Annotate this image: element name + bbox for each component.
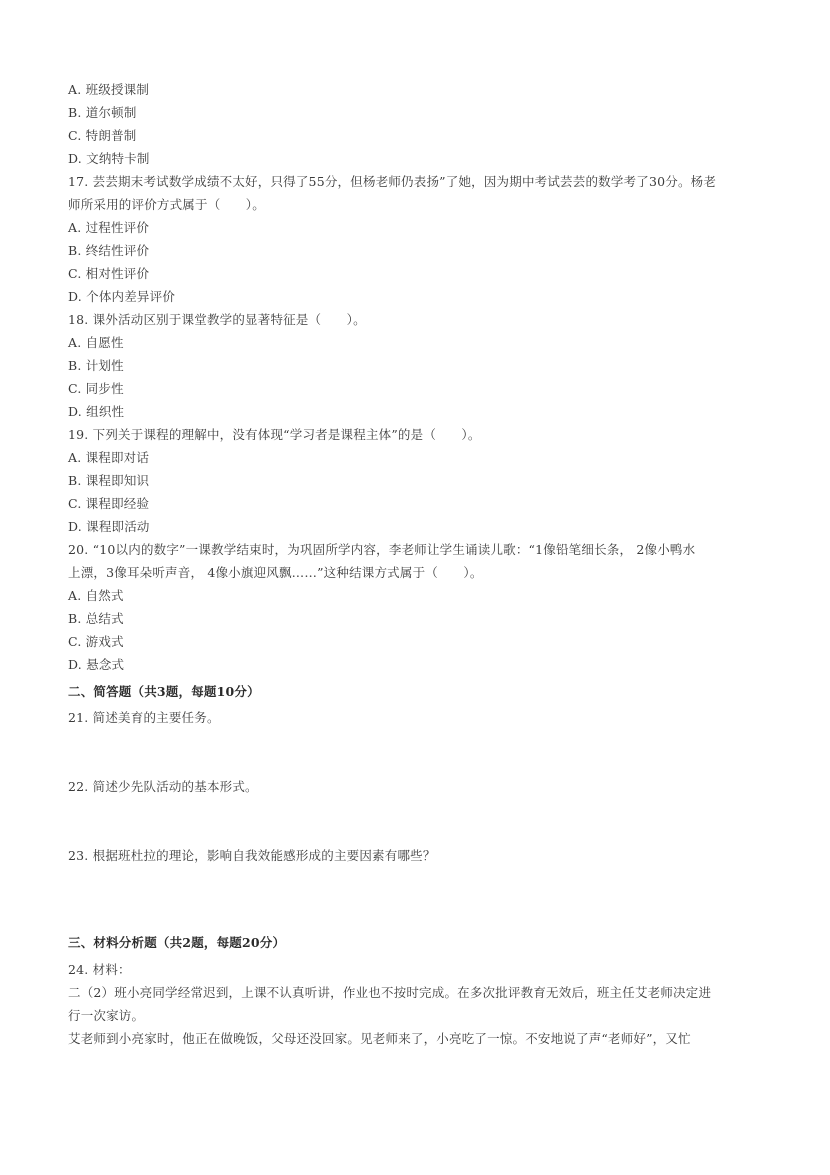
section2-heading: 二、简答题（共3题，每题10分） xyxy=(68,684,260,699)
q23-stem: 23. 根据班杜拉的理论，影响自我效能感形成的主要因素有哪些？ xyxy=(68,848,436,863)
q22-stem: 22. 简述少先队活动的基本形式。 xyxy=(68,779,258,794)
q20-option-c: C. 游戏式 xyxy=(68,634,124,649)
q16-option-a: A. 班级授课制 xyxy=(68,82,150,97)
q18-option-a: A. 自愿性 xyxy=(68,335,124,350)
q18-option-d: D. 组织性 xyxy=(68,404,125,419)
q18-option-c: C. 同步性 xyxy=(68,381,124,396)
q24-material-line3: 艾老师到小亮家时，他正在做晚饭，父母还没回家。见老师来了，小亮吃了一惊。不安地说了声“老师好”，又忙 xyxy=(68,1031,691,1046)
q16-option-b: B. 道尔顿制 xyxy=(68,105,137,120)
q17-option-b: B. 终结性评价 xyxy=(68,243,150,258)
q20-option-a: A. 自然式 xyxy=(68,588,124,603)
q19-option-b: B. 课程即知识 xyxy=(68,473,150,488)
q19-stem: 19. 下列关于课程的理解中，没有体现“学习者是课程主体”的是（ ）。 xyxy=(68,427,481,442)
section3-heading: 三、材料分析题（共2题，每题20分） xyxy=(68,935,286,950)
q16-option-c: C. 特朗普制 xyxy=(68,128,137,143)
q19-option-a: A. 课程即对话 xyxy=(68,450,150,465)
q24-material-line1: 二（2）班小亮同学经常迟到，上课不认真听讲，作业也不按时完成。在多次批评教育无效后，班主任艾老师决定进 xyxy=(68,985,712,1000)
q20-stem-line1: 20. “10以内的数字”一课教学结束时，为巩固所学内容，李老师让学生诵读儿歌：“1像铅笔细长条， 2像小鸭水 xyxy=(68,542,696,557)
q17-option-c: C. 相对性评价 xyxy=(68,266,150,281)
q20-option-b: B. 总结式 xyxy=(68,611,124,626)
q24-material-line2: 行一次家访。 xyxy=(68,1008,145,1023)
q21-stem: 21. 简述美育的主要任务。 xyxy=(68,710,220,725)
q20-stem-line2: 上漂，3像耳朵听声音， 4像小旗迎风飘……”这种结课方式属于（ ）。 xyxy=(68,565,483,580)
q17-stem-line1: 17. 芸芸期末考试数学成绩不太好，只得了55分，但杨老师仍表扬”了她，因为期中考试芸芸的数学考了30分。杨老 xyxy=(68,174,717,189)
q18-stem: 18. 课外活动区别于课堂教学的显著特征是（ ）。 xyxy=(68,312,366,327)
q17-option-a: A. 过程性评价 xyxy=(68,220,150,235)
q24-label: 24. 材料： xyxy=(68,962,131,977)
q16-option-d: D. 文纳特卡制 xyxy=(68,151,150,166)
q20-option-d: D. 悬念式 xyxy=(68,657,125,672)
q17-option-d: D. 个体内差异评价 xyxy=(68,289,176,304)
q19-option-d: D. 课程即活动 xyxy=(68,519,150,534)
q17-stem-line2: 师所采用的评价方式属于（ ）。 xyxy=(68,197,265,212)
q19-option-c: C. 课程即经验 xyxy=(68,496,150,511)
q18-option-b: B. 计划性 xyxy=(68,358,124,373)
